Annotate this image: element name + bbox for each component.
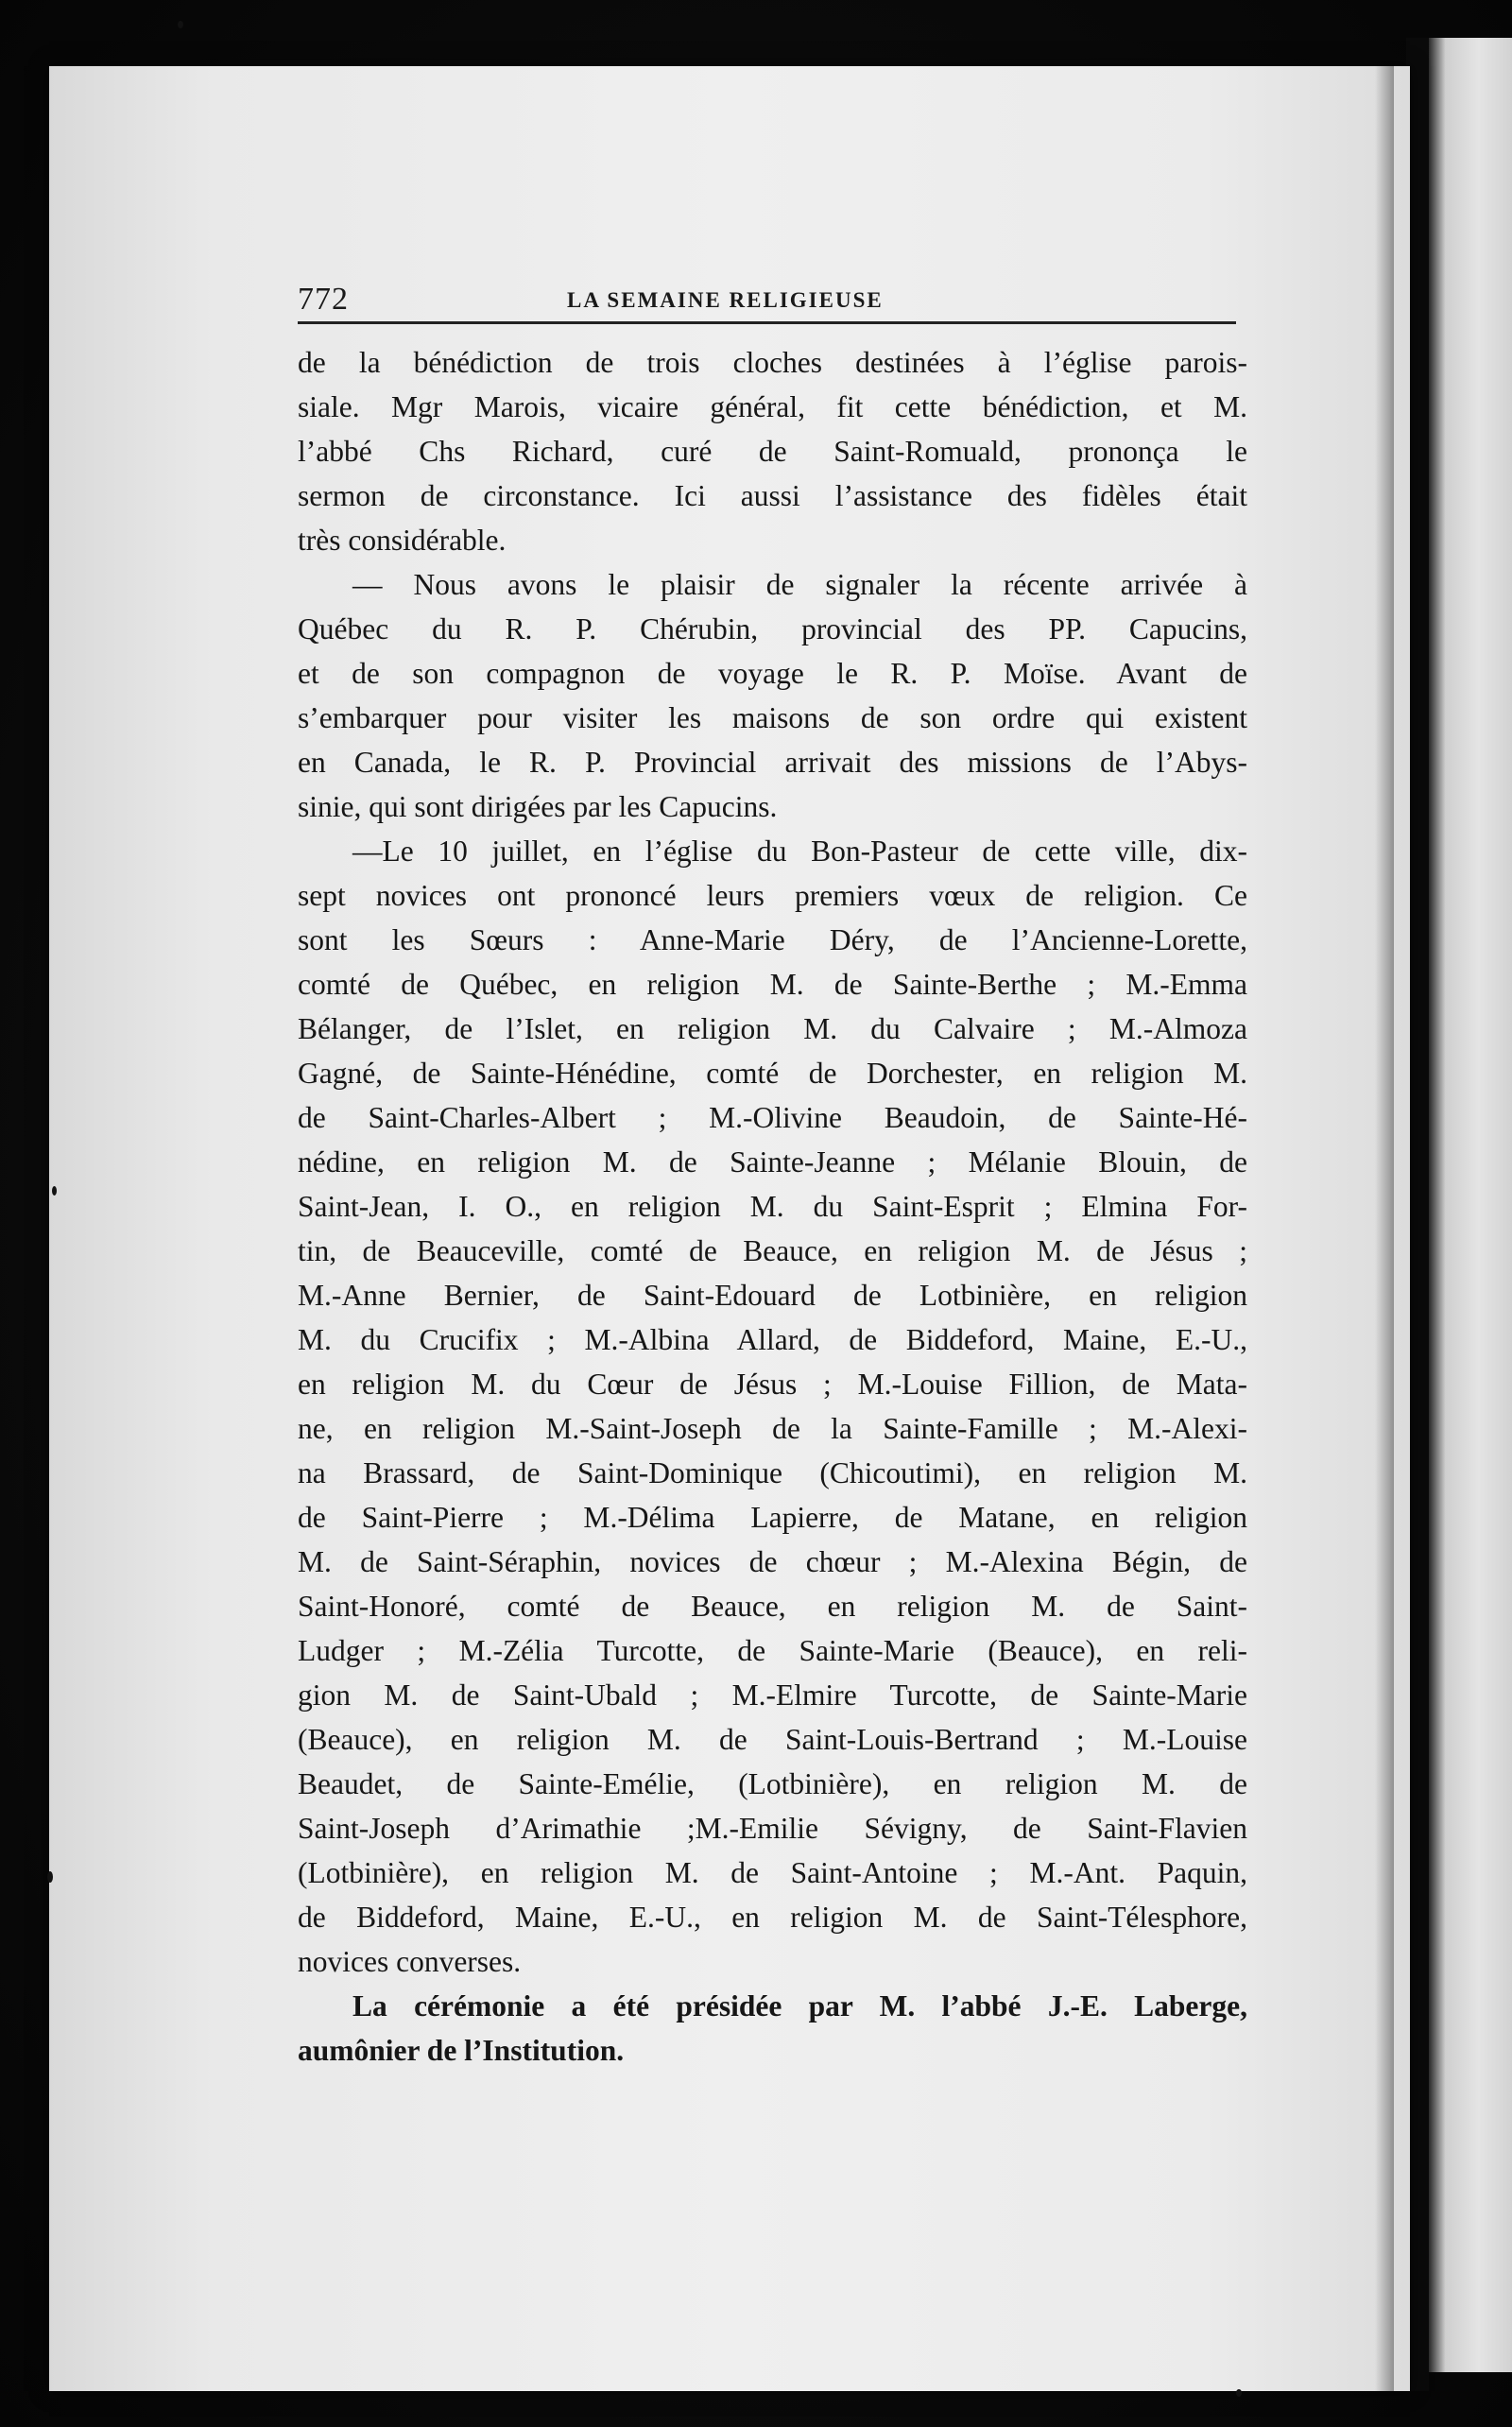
- film-speck: [1236, 2389, 1242, 2397]
- text-line: gion M. de Saint-Ubald ; M.-Elmire Turcotte, de Sainte-Marie: [298, 1678, 1247, 1712]
- header-rule: [298, 321, 1236, 324]
- text-line: Bélanger, de l’Islet, en religion M. du Calvaire ; M.-Almoza: [298, 1012, 1247, 1045]
- text-line: ne, en religion M.-Saint-Joseph de la Sainte-Famille ; M.-Alexi-: [298, 1412, 1247, 1445]
- text-line: de Saint-Charles-Albert ; M.-Olivine Beaudoin, de Sainte-Hé-: [298, 1101, 1247, 1134]
- text-line: très considérable.: [298, 524, 507, 557]
- text-line: sermon de circonstance. Ici aussi l’assistance des fidèles était: [298, 479, 1247, 512]
- text-line: en Canada, le R. P. Provincial arrivait des missions de l’Abys-: [298, 746, 1247, 779]
- text-line: Saint-Joseph d’Arimathie ;M.-Emilie Sévigny, de Saint-Flavien: [298, 1812, 1247, 1845]
- text-line: sinie, qui sont dirigées par les Capucins.: [298, 790, 778, 823]
- text-line: (Lotbinière), en religion M. de Saint-Antoine ; M.-Ant. Paquin,: [298, 1856, 1247, 1889]
- text-line: comté de Québec, en religion M. de Sainte-Berthe ; M.-Emma: [298, 968, 1247, 1001]
- text-line: sept novices ont prononcé leurs premiers vœux de religion. Ce: [298, 879, 1247, 912]
- film-speck: [47, 1871, 53, 1883]
- text-line: de Biddeford, Maine, E.-U., en religion M. de Saint-Télesphore,: [298, 1901, 1247, 1934]
- page-header: [298, 282, 1243, 325]
- text-line: de Saint-Pierre ; M.-Délima Lapierre, de Matane, en religion: [298, 1501, 1247, 1534]
- text-line: aumônier de l’Institution.: [298, 2034, 625, 2067]
- text-line: —Le 10 juillet, en l’église du Bon-Pasteur de cette ville, dix-: [352, 835, 1247, 868]
- text-line: siale. Mgr Marois, vicaire général, fit cette bénédiction, et M.: [298, 390, 1247, 423]
- text-line: sont les Sœurs : Anne-Marie Déry, de l’Ancienne-Lorette,: [298, 923, 1247, 956]
- text-line: novices converses.: [298, 1945, 522, 1978]
- text-line: na Brassard, de Saint-Dominique (Chicoutimi), en religion M.: [298, 1456, 1247, 1489]
- text-line: et de son compagnon de voyage le R. P. Moïse. Avant de: [298, 657, 1247, 690]
- text-line: M.-Anne Bernier, de Saint-Edouard de Lotbinière, en religion: [298, 1279, 1247, 1312]
- text-line: M. du Crucifix ; M.-Albina Allard, de Biddeford, Maine, E.-U.,: [298, 1323, 1247, 1356]
- text-line: (Beauce), en religion M. de Saint-Louis-Bertrand ; M.-Louise: [298, 1723, 1247, 1756]
- adjacent-page-edge: [1429, 38, 1512, 2372]
- text-line: en religion M. du Cœur de Jésus ; M.-Louise Fillion, de Mata-: [298, 1368, 1247, 1401]
- page-edge-shadow: [1375, 66, 1394, 2391]
- film-speck: [52, 1186, 57, 1196]
- text-line: M. de Saint-Séraphin, novices de chœur ; M.-Alexina Bégin, de: [298, 1545, 1247, 1578]
- page-number: 772: [298, 282, 349, 317]
- text-line: tin, de Beauceville, comté de Beauce, en religion M. de Jésus ;: [298, 1234, 1247, 1267]
- text-line: Québec du R. P. Chérubin, provincial des PP. Capucins,: [298, 612, 1247, 645]
- text-line: l’abbé Chs Richard, curé de Saint-Romuald, prononça le: [298, 435, 1247, 468]
- text-line: nédine, en religion M. de Sainte-Jeanne ; Mélanie Blouin, de: [298, 1145, 1247, 1179]
- text-line: s’embarquer pour visiter les maisons de son ordre qui existent: [298, 701, 1247, 734]
- text-line: La cérémonie a été présidée par M. l’abbé J.-E. Laberge,: [352, 1989, 1247, 2022]
- film-speck: [178, 21, 183, 28]
- text-line: Gagné, de Sainte-Hénédine, comté de Dorchester, en religion M.: [298, 1057, 1247, 1090]
- text-line: Ludger ; M.-Zélia Turcotte, de Sainte-Marie (Beauce), en reli-: [298, 1634, 1247, 1667]
- text-line: Beaudet, de Sainte-Emélie, (Lotbinière), en religion M. de: [298, 1767, 1247, 1800]
- article-body: [298, 340, 1247, 2073]
- text-line: — Nous avons le plaisir de signaler la récente arrivée à: [352, 568, 1247, 601]
- text-line: Saint-Jean, I. O., en religion M. du Saint-Esprit ; Elmina For-: [298, 1190, 1247, 1223]
- text-line: de la bénédiction de trois cloches destinées à l’église parois-: [298, 346, 1247, 379]
- running-head: LA SEMAINE RELIGIEUSE: [567, 288, 884, 312]
- text-line: Saint-Honoré, comté de Beauce, en religion M. de Saint-: [298, 1590, 1247, 1623]
